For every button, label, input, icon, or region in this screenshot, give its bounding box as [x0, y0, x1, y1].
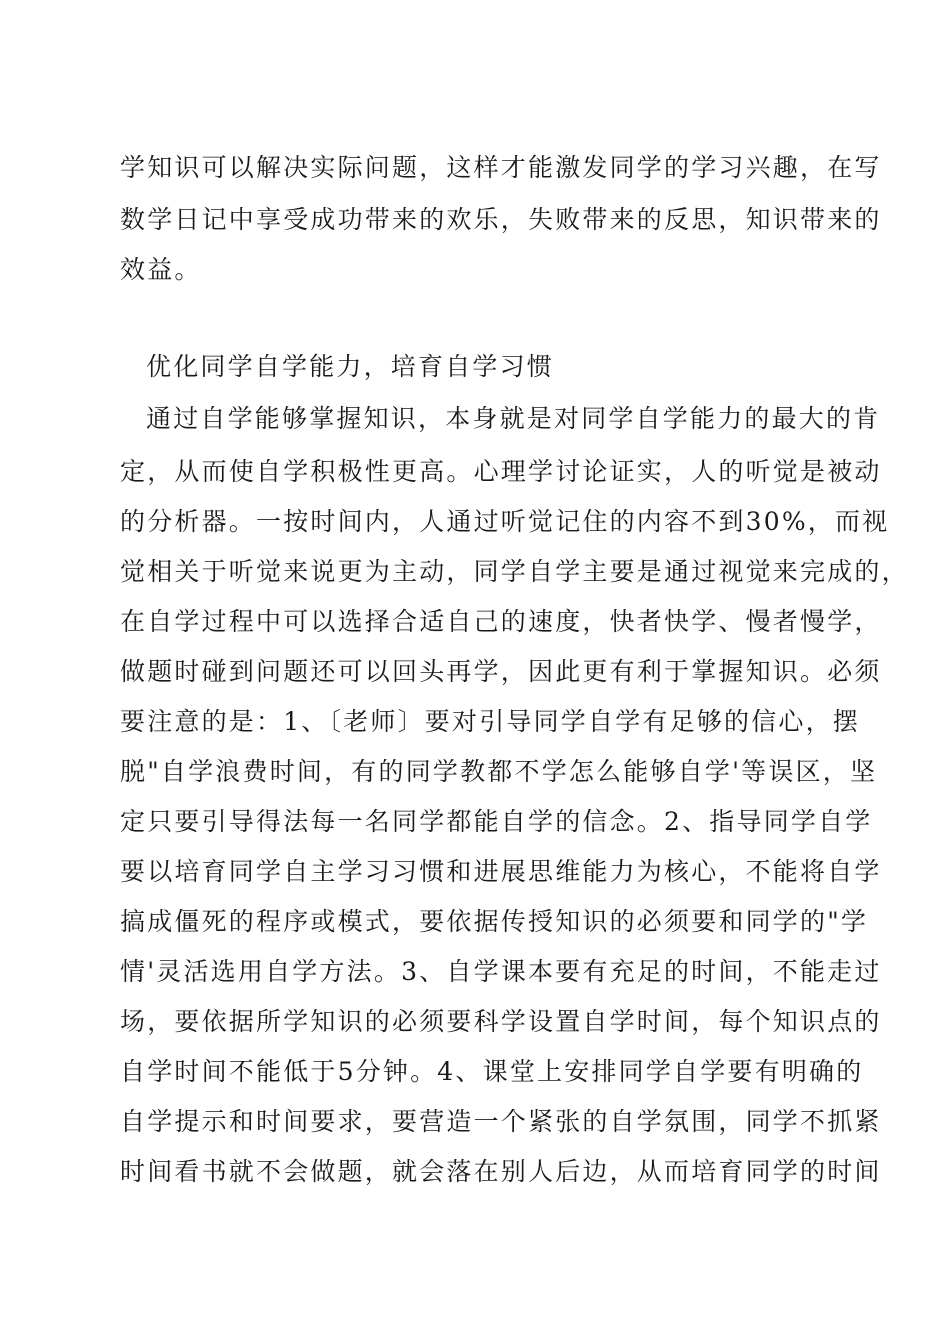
intro-line-1: 学知识可以解决实际问题，这样才能激发同学的学习兴趣，在写 [120, 153, 882, 182]
body-line-1: 通过自学能够掌握知识，本身就是对同学自学能力的最大的肯 [146, 404, 881, 433]
body-line-6: 做题时碰到问题还可以回头再学，因此更有利于掌握知识。必须 [120, 657, 882, 686]
body-line-9: 定只要引导得法每一名同学都能自学的信念。2、指导同学自学 [120, 807, 873, 836]
body-line-5: 在自学过程中可以选择合适自己的速度，快者快学、慢者慢学， [120, 607, 882, 636]
body-line-12: 情'灵活选用自学方法。3、自学课本要有充足的时间，不能走过 [120, 957, 882, 986]
intro-line-3: 效益。 [120, 255, 202, 284]
body-line-7: 要注意的是：1、〔老师〕要对引导同学自学有足够的信心，摆 [120, 707, 861, 736]
body-line-13: 场，要依据所学知识的必须要科学设置自学时间，每个知识点的 [120, 1007, 882, 1036]
body-line-10: 要以培育同学自主学习习惯和进展思维能力为核心，不能将自学 [120, 857, 882, 886]
body-line-8: 脱"自学浪费时间，有的同学教都不学怎么能够自学'等误区，坚 [120, 757, 878, 786]
section-heading: 优化同学自学能力，培育自学习惯 [146, 352, 555, 381]
body-line-15: 自学提示和时间要求，要营造一个紧张的自学氛围，同学不抓紧 [120, 1107, 882, 1136]
body-line-16: 时间看书就不会做题，就会落在别人后边，从而培育同学的时间 [120, 1157, 882, 1186]
body-line-4: 觉相关于听觉来说更为主动，同学自学主要是通过视觉来完成的， [120, 557, 909, 586]
body-line-3: 的分析器。一按时间内，人通过听觉记住的内容不到30%，而视 [120, 507, 890, 536]
body-line-14: 自学时间不能低于5分钟。4、课堂上安排同学自学要有明确的 [120, 1057, 864, 1086]
intro-line-2: 数学日记中享受成功带来的欢乐，失败带来的反思，知识带来的 [120, 205, 882, 234]
body-line-11: 搞成僵死的程序或模式，要依据传授知识的必须要和同学的"学 [120, 907, 869, 936]
body-line-2: 定，从而使自学积极性更高。心理学讨论证实，人的听觉是被动 [120, 457, 882, 486]
